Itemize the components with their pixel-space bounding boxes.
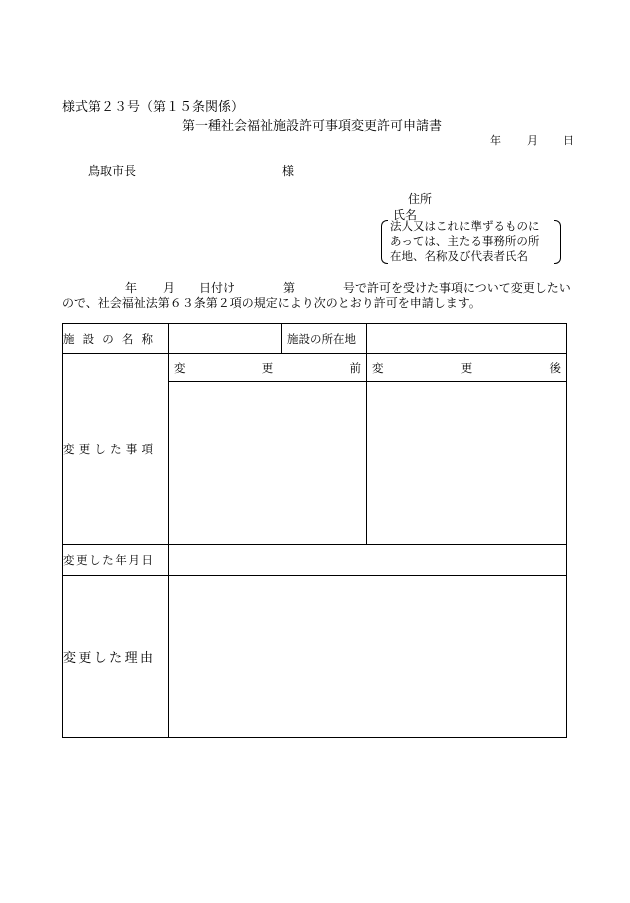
changed-date-label: 変 更 し た 年 月 日 — [63, 553, 153, 567]
facility-name-input[interactable] — [169, 324, 282, 354]
body-rest: 号で許可を受けた事項について変更したい — [343, 281, 571, 295]
changed-reason-label: 変 更 し た 理 由 — [63, 651, 153, 666]
date-day-label: 日 — [563, 134, 574, 147]
honorific: 様 — [282, 164, 295, 178]
address-label: 住所 — [408, 192, 433, 206]
corp-note-line: あっては、主たる事務所の所 — [390, 234, 540, 248]
after-header: 変 更 後 — [372, 360, 561, 375]
form-title: 第一種社会福祉施設許可事項変更許可申請書 — [182, 119, 443, 134]
after-content-input[interactable] — [367, 382, 567, 545]
changed-items-label-cell — [63, 354, 169, 545]
facility-address-input[interactable] — [367, 324, 567, 354]
corporation-note — [381, 220, 561, 264]
before-content-input[interactable] — [169, 382, 367, 545]
date-month-label: 月 — [527, 134, 538, 147]
addressee: 鳥取市長 — [88, 164, 137, 178]
form-number: 様式第２３号（第１５条関係） — [62, 100, 245, 115]
corp-note-line: 法人又はこれに準ずるものに — [390, 219, 540, 233]
changed-reason-label-cell — [63, 576, 169, 738]
body-dai: 第 — [283, 281, 296, 295]
facility-address-label: 施設の所在地 — [282, 324, 367, 354]
right-bracket — [554, 220, 561, 264]
body-day: 日付け — [199, 281, 236, 295]
corp-note-line: 在地、名称及び代表者氏名 — [390, 249, 528, 263]
body-month: 月 — [163, 281, 176, 295]
body-line2: ので、社会福祉法第６３条第２項の規定により次のとおり許可を申請します。 — [62, 296, 481, 310]
before-header-cell — [169, 354, 367, 382]
date-year-label: 年 — [490, 134, 501, 147]
changed-date-input[interactable] — [169, 545, 567, 576]
changed-items-label: 変 更 し た 事 項 — [63, 442, 153, 456]
before-header: 変 更 前 — [174, 360, 361, 375]
facility-name-label-cell — [63, 324, 169, 354]
application-table — [62, 323, 567, 738]
changed-reason-input[interactable] — [169, 576, 567, 738]
left-bracket — [381, 220, 388, 264]
changed-date-label-cell — [63, 545, 169, 576]
facility-name-label: 施 設 の 名 称 — [63, 331, 153, 346]
after-header-cell — [367, 354, 567, 382]
name-label: 氏名 — [393, 208, 418, 222]
body-year: 年 — [125, 281, 138, 295]
